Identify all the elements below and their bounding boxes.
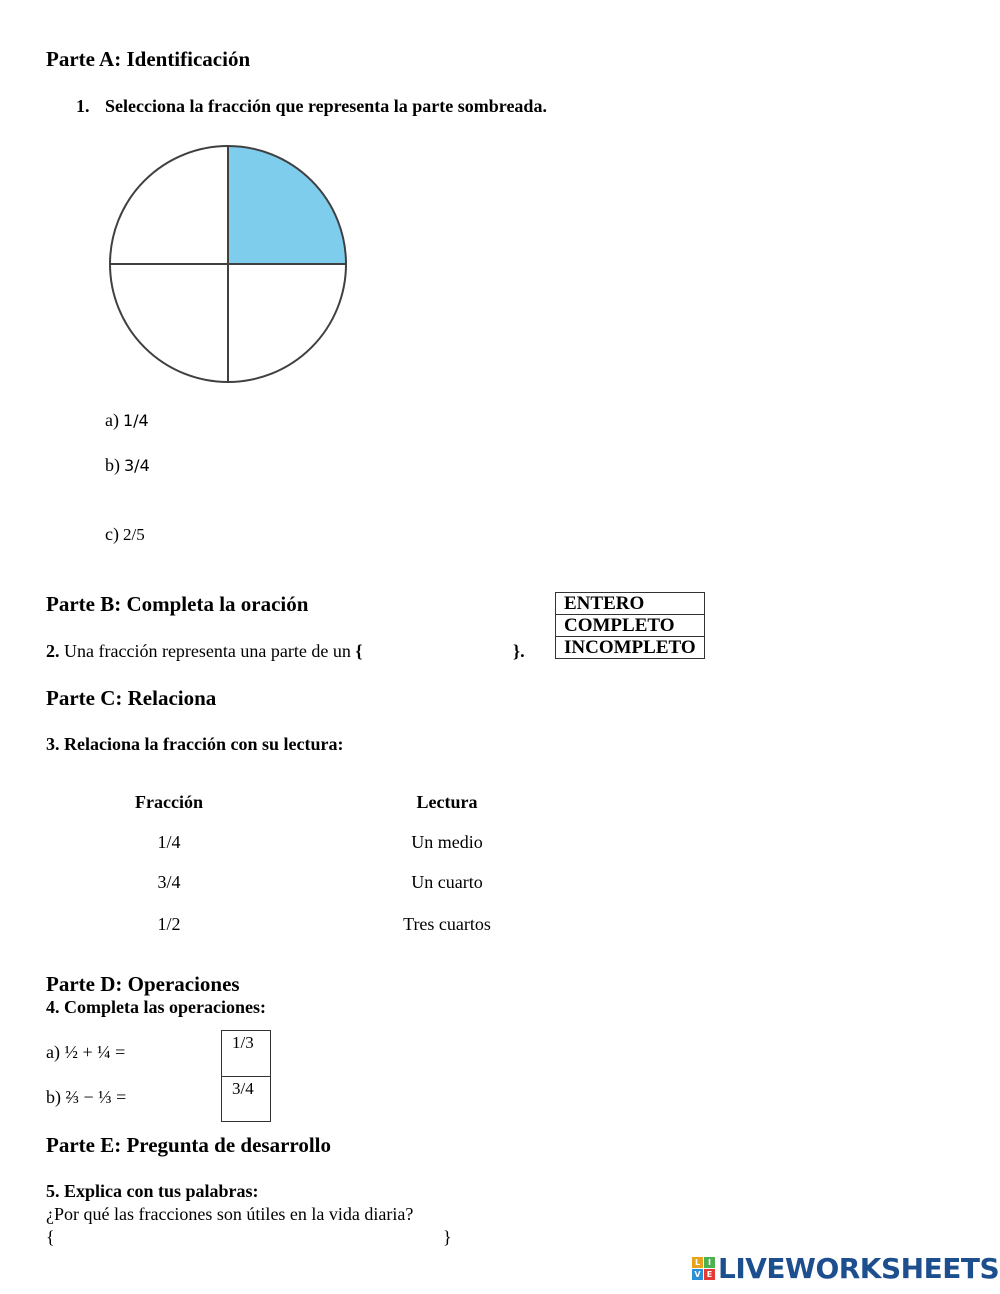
answer-choice-1[interactable]: 1/3: [232, 1033, 254, 1052]
operation-a: a) ½ + ¼ =: [46, 1042, 126, 1062]
reading-item-1[interactable]: Un medio: [411, 832, 483, 852]
logo-cell-e: E: [704, 1269, 715, 1280]
part-a-heading: Parte A: Identificación: [46, 47, 251, 71]
question-2-number: 2.: [46, 641, 60, 661]
answer-open-brace: {: [46, 1227, 55, 1247]
logo-cell-l: L: [692, 1257, 703, 1268]
answer-choices-box: [221, 1030, 271, 1122]
column-header-fraction: Fracción: [135, 792, 203, 812]
word-bank: [555, 592, 705, 659]
fraction-circle-diagram: [100, 136, 356, 392]
option-b[interactable]: [105, 455, 150, 476]
option-b-value: 3/4: [124, 456, 150, 475]
logo-wordmark: LIVEWORKSHEETS: [718, 1252, 1000, 1285]
question-1-number: 1.: [76, 96, 90, 116]
word-bank-completo[interactable]: COMPLETO: [556, 615, 705, 637]
logo-cell-v: V: [692, 1269, 703, 1280]
question-4-text: 4. Completa las operaciones:: [46, 997, 266, 1017]
operation-b: b) ⅔ − ⅓ =: [46, 1087, 127, 1107]
option-a-letter: a): [105, 410, 119, 430]
fraction-item-2[interactable]: 3/4: [157, 872, 181, 892]
option-a[interactable]: [105, 410, 149, 431]
question-2-text: Una fracción representa una parte de un: [64, 641, 351, 661]
question-2-close-brace: }.: [513, 641, 525, 661]
word-bank-incompleto[interactable]: INCOMPLETO: [556, 637, 705, 659]
reading-item-3[interactable]: Tres cuartos: [403, 914, 491, 934]
question-2: [46, 641, 362, 662]
question-2-blank[interactable]: [398, 640, 508, 662]
part-e-heading: Parte E: Pregunta de desarrollo: [46, 1133, 332, 1157]
development-answer-field[interactable]: [60, 1228, 438, 1250]
option-c[interactable]: [105, 524, 145, 545]
part-b-heading: Parte B: Completa la oración: [46, 592, 309, 616]
reading-item-2[interactable]: Un cuarto: [411, 872, 483, 892]
question-1-text: Selecciona la fracción que representa la parte sombreada.: [105, 96, 547, 116]
logo-cell-i: I: [704, 1257, 715, 1268]
shaded-quarter: [228, 146, 346, 264]
part-d-heading: Parte D: Operaciones: [46, 972, 240, 996]
answer-choice-2[interactable]: 3/4: [222, 1076, 270, 1121]
option-c-letter: c): [105, 524, 119, 544]
question-2-open-brace: {: [355, 641, 363, 661]
part-c-heading: Parte C: Relaciona: [46, 686, 217, 710]
word-bank-entero[interactable]: ENTERO: [556, 593, 705, 615]
question-5-text: 5. Explica con tus palabras:: [46, 1181, 259, 1201]
liveworksheets-logo: [692, 1252, 999, 1285]
option-a-value: 1/4: [122, 411, 149, 430]
logo-grid-icon: [692, 1257, 715, 1280]
question-3-text: 3. Relaciona la fracción con su lectura:: [46, 734, 344, 754]
option-c-value: 2/5: [122, 525, 145, 544]
fraction-item-3[interactable]: 1/2: [157, 914, 181, 934]
fraction-item-1[interactable]: 1/4: [157, 832, 181, 852]
question-5-prompt: ¿Por qué las fracciones son útiles en la vida diaria?: [46, 1204, 414, 1224]
answer-close-brace: }: [443, 1227, 452, 1247]
option-b-letter: b): [105, 455, 120, 475]
column-header-reading: Lectura: [416, 792, 478, 812]
